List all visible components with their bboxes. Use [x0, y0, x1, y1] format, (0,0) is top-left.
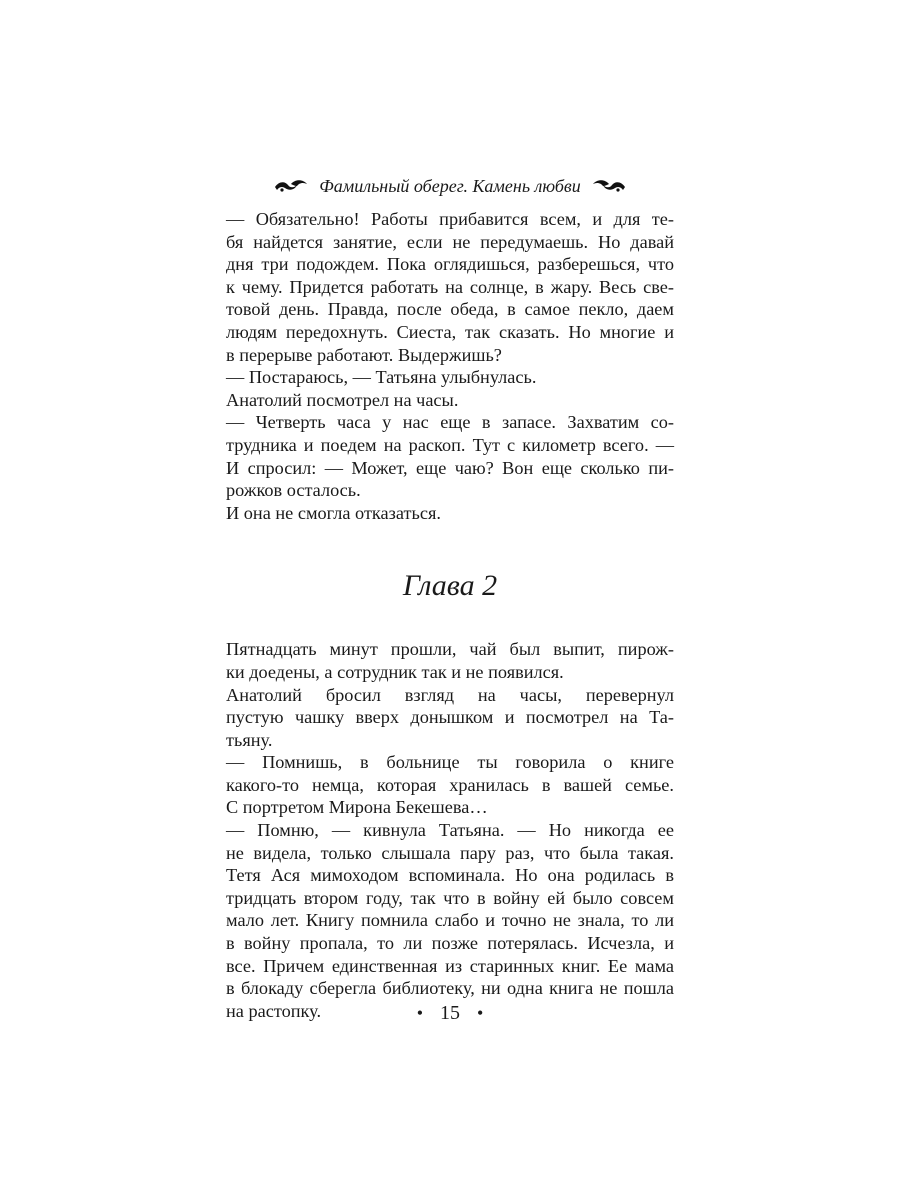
- text-line: в войну пропала, то ли позже потерялась. Исчезла, и: [226, 933, 674, 954]
- text-line: — Четверть часа у нас еще в запасе. Захватим со-: [226, 412, 674, 433]
- fleuron-right-icon: [591, 178, 627, 194]
- page-footer: [0, 1002, 900, 1025]
- paragraph: [226, 411, 674, 501]
- text-line: — Помнишь, в больнице ты говорила о книге: [226, 752, 674, 773]
- text-line: — Обязательно! Работы прибавится всем, и для те-: [226, 209, 674, 229]
- text-line: — Помню, — кивнула Татьяна. — Но никогда ее: [226, 820, 674, 841]
- text-line: И она не смогла отказаться.: [226, 502, 441, 523]
- text-section-2: [226, 638, 674, 1022]
- text-line: в перерыве работают. Выдержишь?: [226, 344, 502, 365]
- text-line: дня три подождем. Пока оглядишься, разберешься, что: [226, 254, 674, 275]
- text-line: бя найдется занятие, если не передумаешь. Но давай: [226, 231, 674, 252]
- paragraph: [226, 751, 674, 819]
- chapter-title: Глава 2: [402, 569, 498, 603]
- text-line: не видела, только слышала пару раз, что была такая.: [226, 842, 674, 863]
- text-line: И спросил: — Может, еще чаю? Вон еще сколько пи-: [226, 457, 674, 478]
- paragraph: [226, 208, 674, 366]
- text-line: Тетя Ася мимоходом вспоминала. Но она родилась в: [226, 865, 674, 886]
- text-line: Анатолий бросил взгляд на часы, перевернул: [226, 684, 674, 705]
- text-line: в блокаду сберегла библиотеку, ни одна книга не пошла: [226, 978, 674, 999]
- text-line: рожков осталось.: [226, 480, 361, 501]
- bullet-left: •: [416, 1003, 423, 1023]
- running-title: Фамильный оберег. Камень любви: [319, 175, 581, 196]
- paragraph: [226, 389, 674, 412]
- text-line: пустую чашку вверх донышком и посмотрел на Та-: [226, 707, 674, 728]
- paragraph: [226, 684, 674, 752]
- paragraph: [226, 819, 674, 1022]
- paragraph: [226, 638, 674, 683]
- paragraph: [226, 366, 674, 389]
- text-line: ки доедены, а сотрудник так и не появился.: [226, 661, 564, 682]
- text-line: мало лет. Книгу помнила слабо и точно не знала, то ли: [226, 910, 674, 931]
- fleuron-left-icon: [273, 178, 309, 194]
- text-line: какого-то немца, которая хранилась в вашей семье.: [226, 774, 674, 795]
- text-line: товой день. Правда, после обеда, в самое пекло, даем: [226, 299, 674, 320]
- text-line: тридцать втором году, так что в войну ей было совсем: [226, 887, 674, 908]
- text-line: Пятнадцать минут прошли, чай был выпит, пирож-: [226, 639, 674, 660]
- page-number: 15: [440, 1002, 460, 1024]
- text-line: к чему. Придется работать на солнце, в жару. Весь све-: [226, 276, 674, 297]
- bullet-right: •: [477, 1003, 484, 1023]
- text-line: С портретом Мирона Бекешева…: [226, 797, 488, 818]
- text-line: тьяну.: [226, 729, 273, 750]
- book-page: [226, 172, 674, 1022]
- text-line: трудника и поедем на раскоп. Тут с километр всего. —: [226, 434, 674, 455]
- text-line: на растопку.: [226, 1000, 322, 1021]
- text-line: Анатолий посмотрел на часы.: [226, 389, 459, 410]
- text-section-1: [226, 208, 674, 524]
- running-header: [226, 172, 674, 200]
- text-line: — Постараюсь, — Татьяна улыбнулась.: [226, 367, 537, 388]
- text-line: людям передохнуть. Сиеста, так сказать. Но многие и: [226, 321, 674, 342]
- paragraph: [226, 502, 674, 525]
- text-line: все. Причем единственная из старинных книг. Ее мама: [226, 955, 674, 976]
